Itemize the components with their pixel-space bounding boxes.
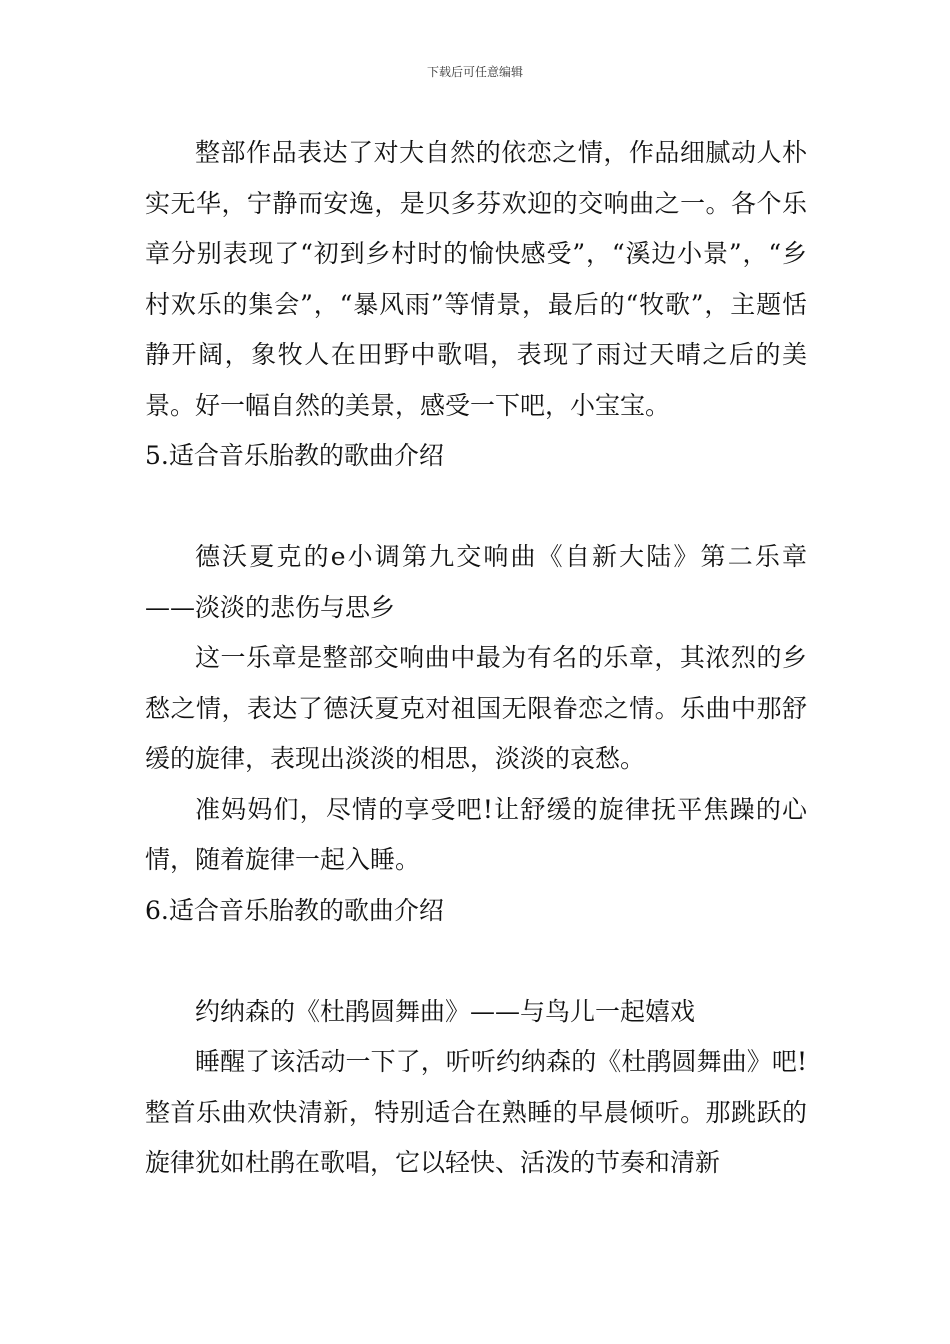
section-heading-6: 6.适合音乐胎教的歌曲介绍 xyxy=(145,895,444,925)
blank-line xyxy=(145,482,807,533)
paragraph-cuckoo-title: 约纳森的《杜鹃圆舞曲》——与鸟儿一起嬉戏 xyxy=(195,996,696,1026)
paragraph-dvorak-advice: 准妈妈们，尽情的享受吧!让舒缓的旋律抚平焦躁的心情，随着旋律一起入睡。 xyxy=(145,794,807,874)
paragraph-pastoral-description: 整部作品表达了对大自然的依恋之情，作品细腻动人朴实无华，宁静而安逸，是贝多芬欢迎的交响曲之一。各个乐章分别表现了“初到乡村时的愉快感受”，“溪边小景”，“乡村欢乐的集会”，“暴风雨”等情景，最后的“牧歌”，主题恬静开阔，象牧人在田野中歌唱，表现了雨过天晴之后的美景。好一幅自然的美景，感受一下吧，小宝宝。 xyxy=(145,138,807,420)
section-heading-5: 5.适合音乐胎教的歌曲介绍 xyxy=(145,441,444,470)
paragraph-dvorak-title: 德沃夏克的e小调第九交响曲《自新大陆》第二乐章——淡淡的悲伤与思乡 xyxy=(145,542,807,622)
document-body xyxy=(145,128,807,1189)
blank-line xyxy=(145,936,807,987)
paragraph-dvorak-description: 这一乐章是整部交响曲中最为有名的乐章，其浓烈的乡愁之情，表达了德沃夏克对祖国无限眷恋之情。乐曲中那舒缓的旋律，表现出淡淡的相思，淡淡的哀愁。 xyxy=(145,643,807,773)
paragraph-cuckoo-description: 睡醒了该活动一下了，听听约纳森的《杜鹃圆舞曲》吧!整首乐曲欢快清新，特别适合在熟睡的早晨倾听。那跳跃的旋律犹如杜鹃在歌唱，它以轻快、活泼的节奏和清新 xyxy=(145,1047,807,1177)
page-header-note: 下载后可任意编辑 xyxy=(426,65,523,79)
